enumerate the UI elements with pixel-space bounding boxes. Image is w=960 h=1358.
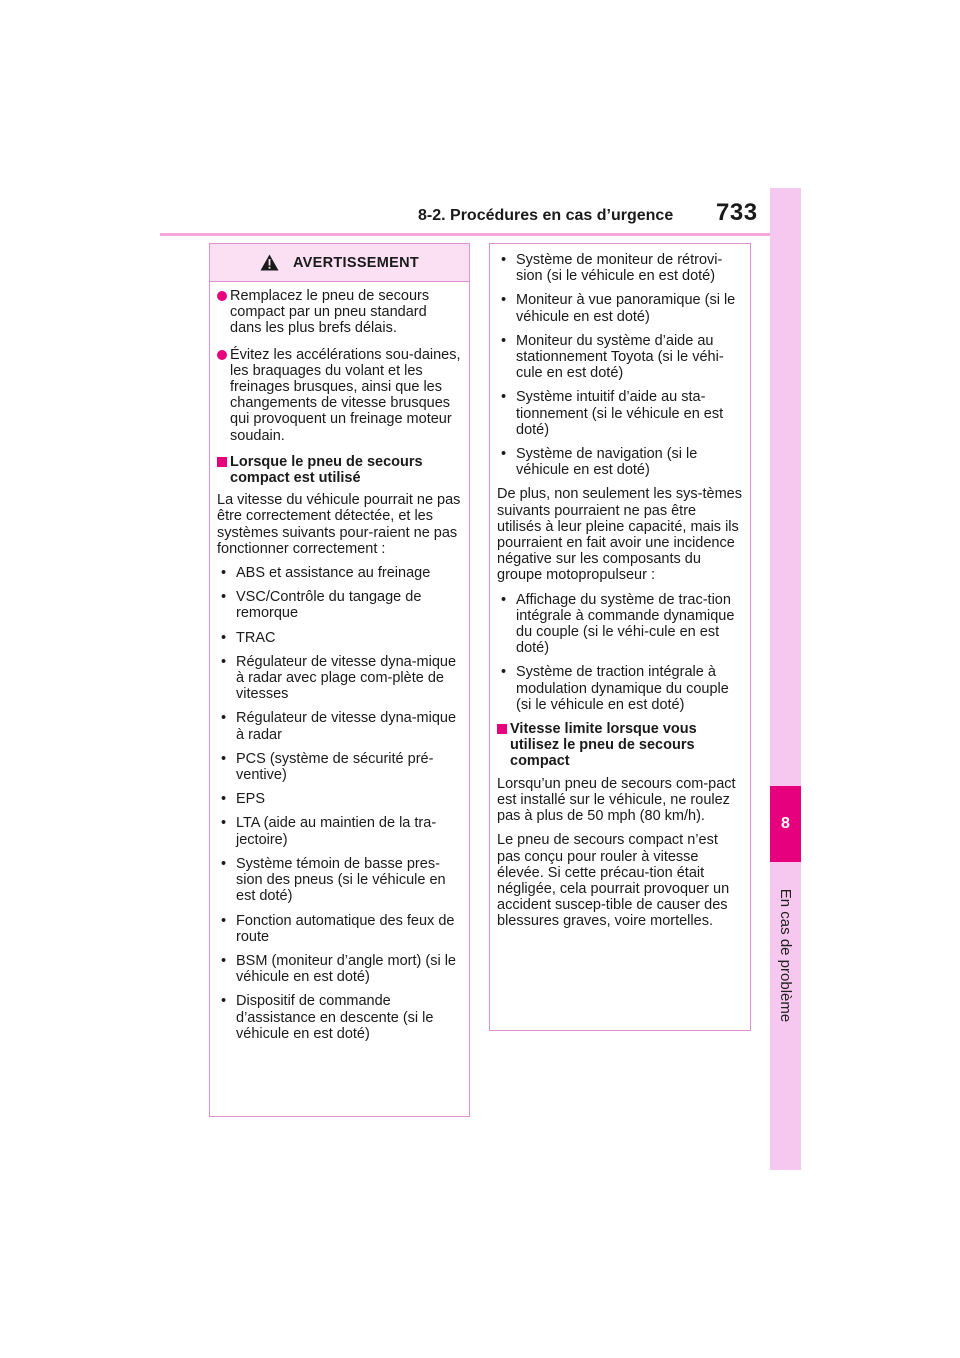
list-item: • Système de traction intégrale à modulation dynamique du couple (si le véhicule en est doté)	[501, 664, 729, 713]
subheading: Vitesse limite lorsque vous utilisez le pneu de secours compact	[497, 721, 742, 770]
subheading: Lorsque le pneu de secours compact est utilisé	[217, 454, 461, 486]
bullet-dot-icon: •	[221, 629, 227, 646]
list-item: • Dispositif de commande d’assistance en descente (si le véhicule en est doté)	[221, 993, 434, 1042]
warning-box-left	[209, 243, 470, 1117]
list-item: • Système témoin de basse pres-sion des pneus (si le véhicule en est doté)	[221, 855, 446, 905]
bullet-dot-icon: •	[221, 912, 227, 929]
bullet-dot-icon: •	[221, 791, 227, 808]
bullet-dot-icon: •	[221, 993, 227, 1010]
warning-box-right	[489, 243, 751, 1031]
chapter-label-text: En cas de problème	[777, 888, 795, 1022]
pink-square-bullet-icon	[217, 457, 227, 467]
bullet-dot-icon: •	[221, 750, 227, 767]
pink-circle-bullet-icon	[217, 350, 227, 360]
list-item: • Système intuitif d’aide au sta-tionnement (si le véhicule en est doté)	[501, 389, 724, 438]
list-item: • Régulateur de vitesse dyna-mique à radar	[221, 710, 457, 743]
bullet-dot-icon: •	[221, 653, 227, 670]
bullet-dot-icon: •	[221, 952, 227, 969]
bullet-dot-icon: •	[221, 710, 227, 727]
list-item: • Système de navigation (si le véhicule en est doté)	[501, 446, 698, 479]
paragraph: De plus, non seulement les sys-tèmes suivants pourraient ne pas être utilisés à leur pleine capacité, mais ils pourraient en fait avoir une incidence négative sur les composants du groupe motopropulseur :	[497, 486, 742, 584]
page-number: 733	[716, 199, 758, 226]
list-item: • VSC/Contrôle du tangage de remorque	[221, 589, 422, 622]
list-item: • Régulateur de vitesse dyna-mique à radar avec plage com-plète de vitesses	[221, 653, 457, 703]
pink-circle-bullet-icon	[217, 291, 227, 301]
list-item: • EPS	[221, 791, 266, 808]
list-item: • Affichage du système de trac-tion intégrale à commande dynamique du couple (si le véhi-cule en est doté)	[501, 591, 735, 657]
paragraph: Le pneu de secours compact n’est pas conçu pour rouler à vitesse élevée. Si cette précau-tion était négligée, cela pourrait provoquer un accident suscep-tible de causer des blessures graves, voire mortelles.	[497, 832, 730, 930]
pink-square-bullet-icon	[497, 724, 507, 734]
warning-item: Évitez les accélérations sou-daines, les braquages du volant et les freinages brusques, ainsi que les changements de vitesse brusques qui provoquent un freinage moteur soudain.	[217, 347, 461, 444]
chapter-label	[770, 875, 801, 1035]
list-item: • PCS (système de sécurité pré-ventive)	[221, 750, 434, 784]
list-item: • BSM (moniteur d’angle mort) (si le véhicule en est doté)	[221, 952, 456, 986]
list-item: • Système de moniteur de rétrovi-sion (si le véhicule en est doté)	[501, 252, 723, 285]
chapter-number: 8	[770, 786, 801, 862]
bullet-dot-icon: •	[221, 815, 227, 832]
bullet-dot-icon: •	[501, 446, 507, 463]
bullet-dot-icon: •	[221, 589, 227, 606]
header-rule	[160, 233, 770, 236]
warning-item: Remplacez le pneu de secours compact par un pneu standard dans les plus brefs délais.	[217, 288, 461, 337]
warning-right-content	[490, 244, 750, 930]
list-item: • LTA (aide au maintien de la tra-jectoire)	[221, 815, 437, 848]
section-title: 8-2. Procédures en cas d’urgence	[418, 207, 674, 224]
list-item: • ABS et assistance au freinage	[221, 565, 431, 582]
bullet-dot-icon: •	[501, 332, 507, 349]
paragraph: Lorsqu’un pneu de secours com-pact est installé sur le véhicule, ne roulez pas à plus de 50 mph (80 km/h).	[497, 775, 736, 825]
list-item: • Fonction automatique des feux de route	[221, 912, 455, 945]
list-item: • Moniteur à vue panoramique (si le véhicule en est doté)	[501, 292, 736, 325]
bullet-dot-icon: •	[501, 664, 507, 681]
warning-header	[210, 244, 469, 282]
bullet-dot-icon: •	[221, 565, 227, 582]
warning-title: AVERTISSEMENT	[292, 254, 420, 271]
list-item: • TRAC	[221, 629, 276, 646]
list-item: • Moniteur du système d’aide au stationnement Toyota (si le véhi-cule en est doté)	[501, 332, 724, 382]
bullet-dot-icon: •	[501, 292, 507, 309]
warning-triangle-icon	[260, 254, 279, 271]
warning-left-content	[210, 282, 469, 1042]
bullet-dot-icon: •	[221, 855, 227, 872]
bullet-dot-icon: •	[501, 591, 507, 608]
bullet-dot-icon: •	[501, 389, 507, 406]
paragraph: La vitesse du véhicule pourrait ne pas être correctement détectée, et les systèmes suivants pour-raient ne pas fonctionner correctement :	[217, 492, 461, 557]
bullet-dot-icon: •	[501, 252, 507, 268]
